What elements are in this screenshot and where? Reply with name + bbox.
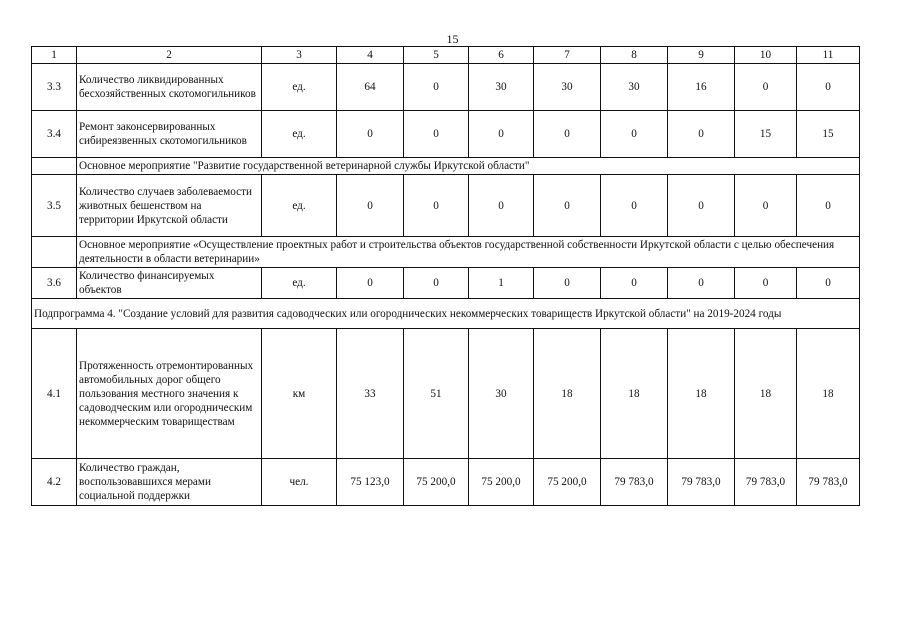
unit-cell: ед. <box>262 175 337 237</box>
indicator-name: Количество ликвидированных бесхозяйственных скотомогильников <box>77 64 262 111</box>
subprogram-row <box>32 299 860 329</box>
table-row <box>32 329 860 459</box>
header-cell: 7 <box>534 47 601 64</box>
header-cell: 6 <box>469 47 534 64</box>
value-cell: 18 <box>534 329 601 459</box>
section-title: Основное мероприятие "Развитие государственной ветеринарной службы Иркутской области" <box>77 158 860 175</box>
value-cell: 0 <box>469 111 534 158</box>
unit-cell: ед. <box>262 268 337 299</box>
value-cell: 0 <box>337 111 404 158</box>
value-cell: 15 <box>735 111 797 158</box>
empty-cell <box>32 237 77 268</box>
value-cell: 64 <box>337 64 404 111</box>
table-row <box>32 268 860 299</box>
header-cell: 5 <box>404 47 469 64</box>
value-cell: 30 <box>534 64 601 111</box>
value-cell: 0 <box>735 268 797 299</box>
indicator-name: Количество финансируемых объектов <box>77 268 262 299</box>
indicator-name: Количество граждан, воспользовавшихся мерами социальной поддержки <box>77 459 262 506</box>
table-row <box>32 111 860 158</box>
value-cell: 75 123,0 <box>337 459 404 506</box>
value-cell: 0 <box>601 111 668 158</box>
subprogram-title: Подпрограмма 4. "Создание условий для развития садоводческих или огороднических некоммерческих товариществ Иркутской области" на 2019-2024 годы <box>32 299 860 329</box>
value-cell: 15 <box>797 111 860 158</box>
value-cell: 0 <box>534 175 601 237</box>
value-cell: 18 <box>797 329 860 459</box>
value-cell: 0 <box>668 175 735 237</box>
section-row <box>32 237 860 268</box>
value-cell: 30 <box>469 329 534 459</box>
row-number: 4.2 <box>32 459 77 506</box>
row-number: 3.6 <box>32 268 77 299</box>
value-cell: 75 200,0 <box>404 459 469 506</box>
value-cell: 30 <box>469 64 534 111</box>
value-cell: 0 <box>404 64 469 111</box>
value-cell: 0 <box>797 268 860 299</box>
header-cell: 11 <box>797 47 860 64</box>
header-cell: 9 <box>668 47 735 64</box>
value-cell: 0 <box>404 175 469 237</box>
value-cell: 18 <box>601 329 668 459</box>
header-cell: 10 <box>735 47 797 64</box>
header-cell: 1 <box>32 47 77 64</box>
value-cell: 30 <box>601 64 668 111</box>
value-cell: 33 <box>337 329 404 459</box>
table-row <box>32 175 860 237</box>
section-row <box>32 158 860 175</box>
value-cell: 0 <box>404 111 469 158</box>
value-cell: 0 <box>601 175 668 237</box>
value-cell: 0 <box>404 268 469 299</box>
value-cell: 79 783,0 <box>797 459 860 506</box>
indicator-name: Количество случаев заболеваемости животных бешенством на территории Иркутской области <box>77 175 262 237</box>
section-title: Основное мероприятие «Осуществление проектных работ и строительства объектов государственной собственности Иркутской области с целью обеспечения деятельности в области ветеринарии» <box>77 237 860 268</box>
value-cell: 1 <box>469 268 534 299</box>
page-number: 15 <box>446 32 459 46</box>
value-cell: 79 783,0 <box>735 459 797 506</box>
header-cell: 3 <box>262 47 337 64</box>
indicators-table <box>31 46 860 506</box>
row-number: 3.4 <box>32 111 77 158</box>
value-cell: 18 <box>735 329 797 459</box>
value-cell: 0 <box>735 64 797 111</box>
value-cell: 0 <box>797 175 860 237</box>
value-cell: 75 200,0 <box>469 459 534 506</box>
header-row <box>32 47 860 64</box>
value-cell: 16 <box>668 64 735 111</box>
value-cell: 0 <box>668 268 735 299</box>
indicator-name: Протяженность отремонтированных автомобильных дорог общего пользования местного значения к садоводческим или огородническим некоммерческим товариществам <box>77 329 262 459</box>
empty-cell <box>32 158 77 175</box>
value-cell: 0 <box>337 268 404 299</box>
row-number: 4.1 <box>32 329 77 459</box>
unit-cell: ед. <box>262 111 337 158</box>
value-cell: 0 <box>534 111 601 158</box>
header-cell: 8 <box>601 47 668 64</box>
value-cell: 0 <box>668 111 735 158</box>
value-cell: 75 200,0 <box>534 459 601 506</box>
table-row <box>32 64 860 111</box>
table-row <box>32 459 860 506</box>
value-cell: 0 <box>797 64 860 111</box>
value-cell: 0 <box>735 175 797 237</box>
value-cell: 79 783,0 <box>668 459 735 506</box>
value-cell: 0 <box>337 175 404 237</box>
header-cell: 4 <box>337 47 404 64</box>
row-number: 3.3 <box>32 64 77 111</box>
value-cell: 0 <box>469 175 534 237</box>
value-cell: 0 <box>534 268 601 299</box>
value-cell: 0 <box>601 268 668 299</box>
unit-cell: чел. <box>262 459 337 506</box>
unit-cell: ед. <box>262 64 337 111</box>
indicator-name: Ремонт законсервированных сибиреязвенных скотомогильников <box>77 111 262 158</box>
value-cell: 18 <box>668 329 735 459</box>
value-cell: 79 783,0 <box>601 459 668 506</box>
header-cell: 2 <box>77 47 262 64</box>
unit-cell: км <box>262 329 337 459</box>
row-number: 3.5 <box>32 175 77 237</box>
value-cell: 51 <box>404 329 469 459</box>
